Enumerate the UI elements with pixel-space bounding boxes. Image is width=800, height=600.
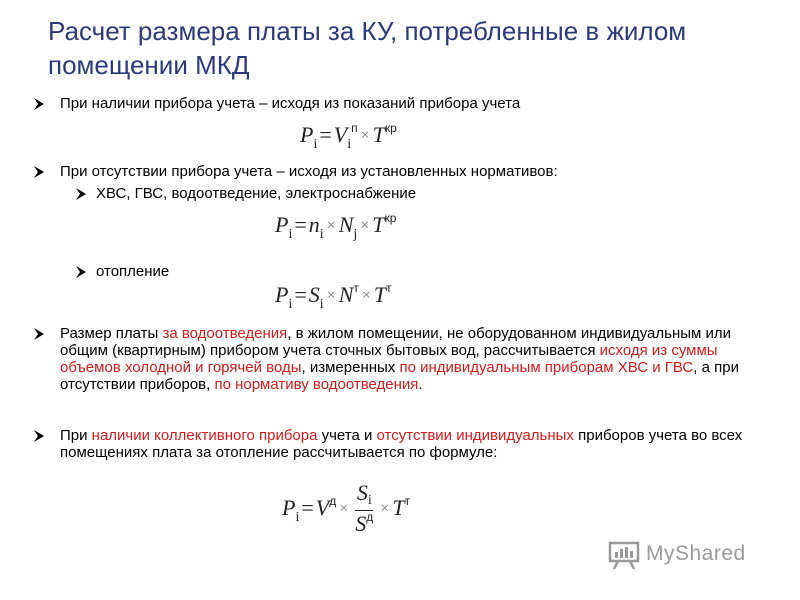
formula-superscript: д	[329, 494, 337, 509]
formula-multiply: ×	[380, 500, 390, 518]
formula-symbol: N	[338, 212, 354, 237]
formula-symbol: V	[315, 495, 330, 521]
formula-subscript: i	[295, 510, 300, 526]
presentation-board-icon	[608, 540, 640, 575]
formula-multiply: ×	[360, 217, 370, 234]
formula-utilities	[275, 211, 397, 242]
highlight-text: исходя из суммы объемов холодной и горячей воды	[60, 342, 718, 376]
bullet-meter-present: При наличии прибора учета – исходя из показаний прибора учета	[60, 95, 521, 112]
highlight-text: по индивидуальным приборам ХВС и ГВС	[399, 359, 694, 376]
logo-text: MyShared	[646, 542, 746, 565]
formula-subscript: i	[319, 227, 324, 242]
formula-subscript: i	[288, 297, 293, 312]
formula-superscript: т	[353, 281, 359, 295]
formula-fraction	[355, 482, 373, 538]
formula-equals: =	[294, 212, 307, 237]
formula-symbol: S	[308, 282, 320, 307]
bullet-meter-absent: При отсутствии прибора учета – исходя из установленных нормативов:	[60, 163, 558, 180]
bullet-text: приборов учета во всех помещениях плата за отопление рассчитывается по формуле:	[60, 427, 743, 461]
formula-symbol: P	[300, 122, 314, 147]
formula-symbol: T	[372, 212, 385, 237]
bullet-sewerage	[60, 325, 778, 393]
formula-superscript: д	[366, 510, 374, 524]
arrow-bullet-icon	[32, 97, 46, 111]
formula-equals: =	[319, 122, 332, 147]
arrow-bullet-icon	[32, 327, 46, 341]
bullet-text: Размер платы	[60, 325, 163, 342]
formula-multiply: ×	[339, 500, 349, 518]
subbullet-heating: отопление	[96, 263, 170, 280]
highlight-text: по нормативу водоотведения	[214, 376, 419, 393]
highlight-text: за водоотведения	[162, 325, 288, 342]
formula-symbol: V	[333, 122, 348, 147]
formula-superscript: п	[351, 121, 358, 135]
highlight-text: наличии коллективного прибора	[91, 427, 318, 444]
formula-heating	[275, 281, 392, 312]
formula-symbol: S	[355, 511, 367, 536]
formula-symbol: P	[275, 282, 289, 307]
arrow-bullet-icon	[74, 187, 88, 201]
formula-symbol: T	[392, 495, 405, 521]
bullet-collective-meter	[60, 427, 760, 461]
formula-subscript: i	[313, 137, 318, 152]
formula-subscript: i	[319, 297, 324, 312]
formula-superscript: кр	[384, 211, 397, 225]
formula-superscript: кр	[384, 121, 397, 135]
fraction-numerator	[355, 482, 373, 508]
formula-superscript: т	[404, 494, 411, 509]
formula-equals: =	[294, 282, 307, 307]
formula-subscript: i	[288, 227, 293, 242]
bullet-text: учета и	[317, 427, 377, 444]
subbullet-utilities: ХВС, ГВС, водоотведение, электроснабжение	[96, 185, 417, 202]
formula-symbol: N	[338, 282, 354, 307]
myshared-logo	[608, 538, 768, 572]
arrow-bullet-icon	[32, 429, 46, 443]
bullet-text: .	[418, 376, 423, 393]
slide-title: Расчет размера платы за КУ, потребленные в жилом помещении МКД	[48, 16, 687, 80]
formula-subscript: i	[347, 137, 352, 152]
arrow-bullet-icon	[32, 165, 46, 179]
fraction-denominator	[355, 510, 374, 538]
formula-multiply: ×	[361, 287, 371, 304]
bullet-text: , а при отсутствии приборов,	[60, 359, 739, 393]
bullet-text: , измеренных	[301, 359, 400, 376]
formula-equals: =	[301, 495, 314, 521]
formula-subscript: j	[353, 227, 358, 242]
formula-symbol: S	[356, 480, 368, 505]
formula-subscript: i	[367, 493, 372, 508]
bullet-text: При	[60, 427, 92, 444]
highlight-text: отсутствии индивидуальных	[376, 427, 574, 444]
formula-multiply: ×	[360, 127, 370, 144]
formula-multiply: ×	[326, 217, 336, 234]
bullet-text: , в жилом помещении, не оборудованном индивидуальным или общим (квартирным) прибором учета сточных бытовых вод, рассчитывается	[60, 325, 732, 359]
formula-multiply: ×	[326, 287, 336, 304]
arrow-bullet-icon	[74, 265, 88, 279]
formula-collective-heating	[282, 482, 410, 538]
formula-symbol: T	[373, 282, 387, 307]
formula-symbol: P	[282, 495, 296, 521]
formula-with-meter	[300, 121, 397, 152]
formula-symbol: T	[372, 122, 385, 147]
formula-symbol: P	[275, 212, 289, 237]
formula-symbol: n	[308, 212, 320, 237]
formula-superscript: т	[386, 281, 392, 295]
